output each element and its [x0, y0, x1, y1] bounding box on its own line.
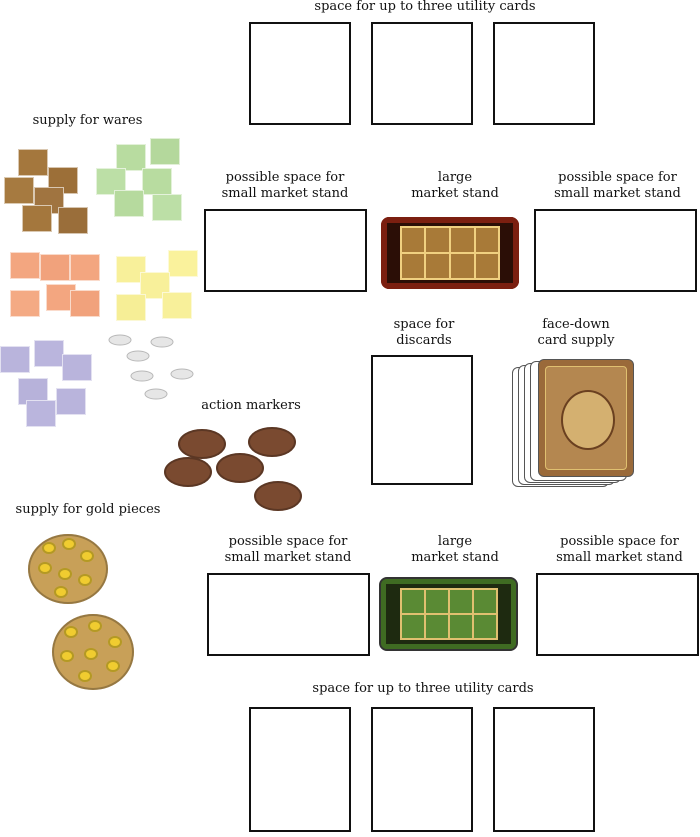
supply-gold-label: supply for gold pieces — [15, 502, 161, 517]
leather-ware-pile — [0, 145, 95, 240]
facedown-card-supply[interactable] — [510, 359, 635, 487]
jewelry-ware-pile — [0, 338, 100, 428]
action-marker-pile — [160, 425, 310, 515]
facedown-supply-label: face-down card supply — [537, 317, 615, 348]
small-market-stand-slot[interactable] — [534, 209, 697, 292]
large-stand-label: large market stand — [411, 170, 499, 201]
cabbage-ware-pile — [92, 132, 187, 227]
large-stand-label: large market stand — [411, 534, 499, 565]
supply-wares-label: supply for wares — [32, 113, 143, 128]
small-stand-label: possible space for small market stand — [224, 534, 352, 565]
small-market-stand-slot[interactable] — [536, 573, 699, 656]
cloth-ware-pile — [6, 248, 101, 328]
utility-card-slot[interactable] — [493, 707, 595, 832]
salt-ware-pile — [100, 330, 210, 405]
card-back — [538, 359, 634, 477]
utility-card-slot[interactable] — [493, 22, 595, 125]
utility-card-slot[interactable] — [371, 22, 473, 125]
large-market-stand-card — [379, 577, 518, 651]
utility-card-slot[interactable] — [371, 707, 473, 832]
small-stand-label: possible space for small market stand — [554, 170, 681, 201]
small-market-stand-slot[interactable] — [207, 573, 370, 656]
fruit-ware-pile — [112, 242, 202, 328]
small-stand-label: possible space for small market stand — [556, 534, 683, 565]
utility-top-label: space for up to three utility cards — [314, 0, 536, 14]
small-stand-label: possible space for small market stand — [221, 170, 349, 201]
utility-card-slot[interactable] — [249, 22, 351, 125]
utility-bottom-label: space for up to three utility cards — [312, 681, 534, 696]
discard-slot[interactable] — [371, 355, 473, 485]
gold-piece-pile — [24, 528, 114, 608]
gold-piece-pile — [48, 610, 138, 695]
utility-card-slot[interactable] — [249, 707, 351, 832]
action-markers-label: action markers — [201, 398, 301, 413]
discards-label: space for discards — [393, 317, 455, 348]
large-market-stand-card — [381, 217, 519, 289]
small-market-stand-slot[interactable] — [204, 209, 367, 292]
